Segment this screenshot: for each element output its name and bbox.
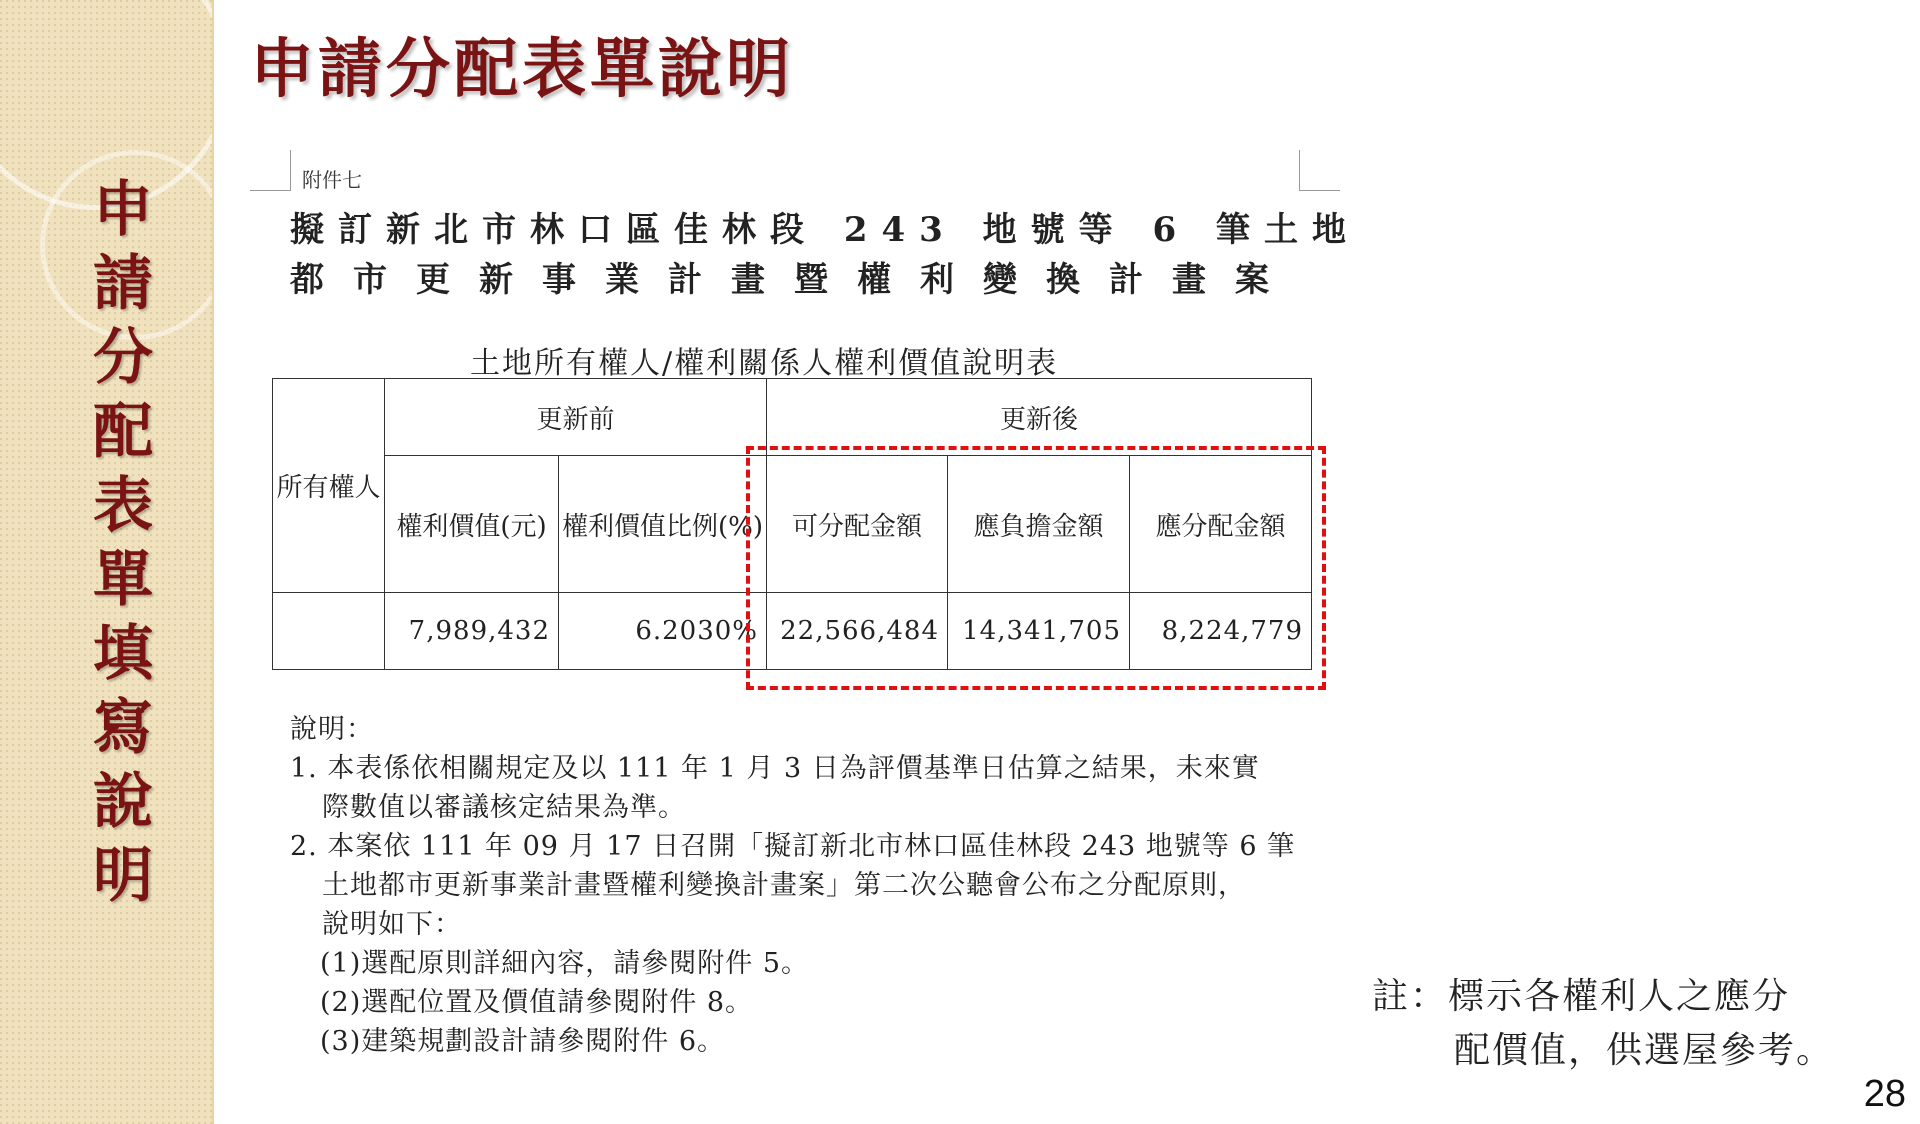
page-number: 28 (1863, 1073, 1906, 1115)
vertical-title-char: 表 (93, 471, 153, 541)
attachment-label: 附件七 (302, 168, 362, 192)
distributable-header: 可分配金額 (767, 456, 948, 593)
side-annotation-line: 註：標示各權利人之應分 (1372, 976, 1791, 1017)
vertical-title-char: 配 (93, 397, 153, 467)
side-annotation-line: 配價值，供選屋參考。 (1454, 1030, 1835, 1071)
owner-header: 所有權人 (273, 379, 385, 593)
rights-value-header: 權利價值(元) (385, 456, 559, 593)
note-item: 2. 本案依 111 年 09 月 17 日召開「擬訂新北市林口區佳林段 243 地號等 6 筆 (290, 831, 1296, 862)
rights-ratio-cell: 6.2030% (559, 593, 767, 670)
rights-ratio-header: 權利價值比例(%) (559, 456, 767, 593)
vertical-title-char: 請 (93, 249, 153, 319)
vertical-title-char: 寫 (93, 693, 153, 763)
notes-section (290, 710, 1295, 1061)
payable-cell: 14,341,705 (948, 593, 1130, 670)
vertical-title-char: 分 (93, 323, 153, 393)
document-scan (250, 150, 1360, 1100)
owner-cell (273, 593, 385, 670)
vertical-title-char: 明 (93, 841, 153, 911)
rights-value-cell: 7,989,432 (385, 593, 559, 670)
vertical-title-char: 填 (93, 619, 153, 689)
vertical-title-char: 申 (93, 175, 153, 245)
table-title: 土地所有權人/權利關係人權利價值說明表 (470, 346, 1059, 381)
vertical-section-title (78, 176, 168, 910)
note-subitem: (3)建築規劃設計請參閱附件 6。 (320, 1026, 726, 1057)
allocated-header: 應分配金額 (1130, 456, 1312, 593)
decorative-sidebar (0, 0, 214, 1124)
slide-title: 申請分配表單說明 (250, 32, 794, 107)
page-corner-mark (1299, 150, 1340, 191)
after-update-header: 更新後 (767, 379, 1312, 456)
before-update-header: 更新前 (385, 379, 767, 456)
note-item: 際數值以審議核定結果為準。 (322, 792, 686, 823)
distributable-cell: 22,566,484 (767, 593, 948, 670)
note-subitem: (2)選配位置及價值請參閱附件 8。 (320, 987, 754, 1018)
vertical-title-char: 單 (93, 545, 153, 615)
notes-heading: 說明： (290, 714, 374, 745)
highlight-dashed-box (746, 446, 1326, 690)
project-title-line2: 都市更新事業計畫暨權利變換計畫案 (290, 260, 1298, 300)
payable-header: 應負擔金額 (948, 456, 1130, 593)
note-subitem: (1)選配原則詳細內容，請參閱附件 5。 (320, 948, 810, 979)
note-item: 1. 本表係依相關規定及以 111 年 1 月 3 日為評價基準日估算之結果，未來實 (290, 753, 1260, 784)
project-title-line1: 擬訂新北市林口區佳林段 243 地號等 6 筆土地 (290, 210, 1360, 250)
note-item: 土地都市更新事業計畫暨權利變換計畫案」第二次公聽會公布之分配原則， (322, 870, 1246, 901)
vertical-title-char: 說 (93, 767, 153, 837)
note-item: 說明如下： (322, 909, 462, 940)
allocated-cell: 8,224,779 (1130, 593, 1312, 670)
side-annotation (1372, 970, 1834, 1078)
page-corner-mark (250, 150, 291, 191)
